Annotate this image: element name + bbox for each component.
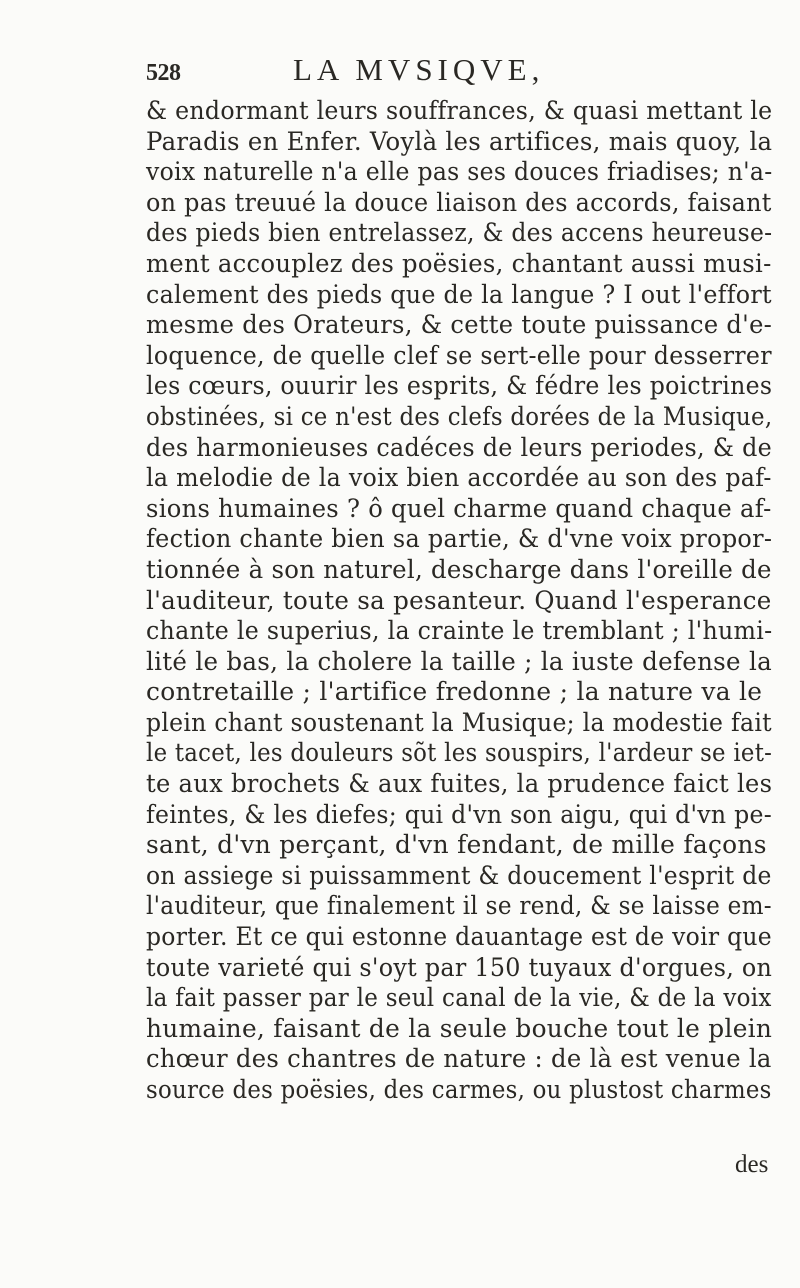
page-number: 528 [146,60,181,86]
running-head [146,50,766,90]
text-line: tionnée à son naturel, descharge dans l'oreille de [146,554,772,584]
text-line: l'auditeur, que finalement il se rend, & se laisse em- [146,891,772,921]
text-line: chante le superius, la crainte le tremblant ; l'humi- [146,616,773,646]
text-line: contretaille ; l'artifice fredonne ; la nature va le [146,677,763,707]
text-line: mesme des Orateurs, & cette toute puissance d'e- [146,310,773,340]
text-line: humaine, faisant de la seule bouche tout le plein [146,1013,773,1043]
text-line: la melodie de la voix bien accordée au son des paf- [146,463,772,493]
text-line: sant, d'vn perçant, d'vn fendant, de mille façons [146,830,767,860]
text-line: feintes, & les diefes; qui d'vn son aigu, qui d'vn pe- [146,799,773,829]
text-line: des harmonieuses cadéces de leurs periodes, & de [146,432,773,462]
text-line: voix naturelle n'a elle pas ses douces friadises; n'a- [146,157,773,187]
body-text [146,96,776,1106]
catchword: des [735,1151,769,1178]
text-line: source des poësies, des carmes, ou plustost charmes [146,1075,772,1104]
text-line: porter. Et ce qui estonne dauantage est de voir que [146,922,772,952]
text-line: on pas treuué la douce liaison des accords, faisant [146,187,772,217]
text-line: obstinées, si ce n'est des clefs dorées de la Musique, [146,401,773,431]
text-line: l'auditeur, toute sa pesanteur. Quand l'esperance [146,585,772,615]
text-line: & endormant leurs souffrances, & quasi mettant le [146,96,773,125]
text-line: lité le bas, la cholere la taille ; la iuste defense la [146,646,773,676]
text-line: le tacet, les douleurs sõt les souspirs, l'ardeur se iet- [146,738,773,768]
text-line: la fait passer par le seul canal de la vie, & de la voix [146,983,772,1013]
text-line: ment accouplez des poësies, chantant aussi musi- [146,248,772,278]
text-line: on assiege si puissamment & doucement l'esprit de [146,860,772,890]
text-line: toute varieté qui s'oyt par 150 tuyaux d'orgues, on [146,952,773,982]
text-line: loquence, de quelle clef se sert-elle pour desserrer [146,340,772,370]
text-line: te aux brochets & aux fuites, la prudence faict les [146,769,773,799]
text-line: chœur des chantres de nature : de là est venue la [146,1044,772,1074]
text-line: les cœurs, ouurir les esprits, & fédre les poictrines [146,371,773,401]
text-line: sions humaines ? ô quel charme quand chaque af- [146,493,772,523]
text-line: fection chante bien sa partie, & d'vne voix propor- [146,524,773,554]
text-line: plein chant soustenant la Musique; la modestie fait [146,707,772,737]
text-line: calement des pieds que de la langue ? I out l'effort [146,279,772,309]
text-line: Paradis en Enfer. Voylà les artifices, mais quoy, la [146,126,773,156]
text-line: des pieds bien entrelassez, & des accens heureuse- [146,218,773,248]
running-title: LA MVSIQVE, [293,52,545,87]
